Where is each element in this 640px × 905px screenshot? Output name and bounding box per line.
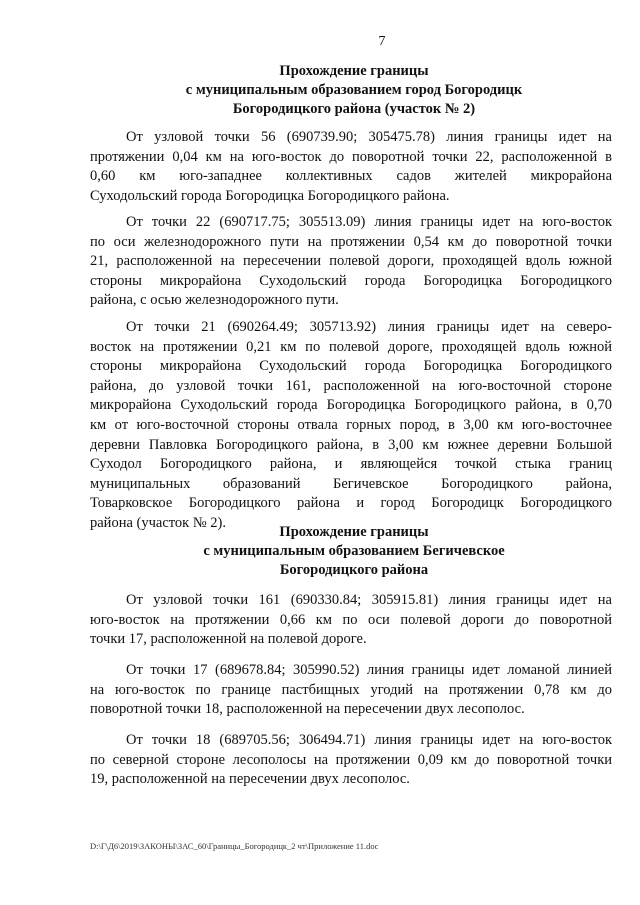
section2-heading-line: Прохождение границы — [279, 524, 429, 540]
section1-paragraph-2 — [90, 213, 612, 311]
page-number: 7 — [378, 34, 386, 49]
text-line: 0,60 км юго-западнее коллективных садов жителей микрорайона — [90, 168, 612, 185]
text-line: км от юго-восточной стороны отвала горных пород, в 3,00 км юго-восточнее — [90, 416, 612, 433]
text-line: на юго-восток по границе пастбищных угодий на протяжении 0,78 км до — [90, 681, 612, 698]
section2-heading — [90, 523, 618, 580]
section2-paragraph-3 — [90, 731, 612, 790]
text-line: 21, расположенной на пересечении полевой дороги, проходящей вдоль южной — [90, 253, 612, 270]
section1-heading-line: с муниципальным образованием город Богородицк — [185, 82, 523, 98]
text-line: по северной стороне лесополосы на протяжении 0,09 км до поворотной точки — [90, 751, 612, 768]
text-line: От точки 22 (690717.75; 305513.09) линия границы идет на юго-восток — [126, 214, 612, 230]
text-line: Суходольский города Богородицка Богородицкого района. — [90, 187, 450, 204]
text-line: От узловой точки 161 (690330.84; 305915.81) линия границы идет на — [126, 592, 612, 608]
text-line: Суходол Богородицкого района, и являющейся точкой стыка границ — [90, 456, 612, 473]
section1-paragraph-1 — [90, 128, 612, 206]
text-line: деревни Павловка Богородицкого района, в 3,00 км южнее деревни Большой — [90, 436, 612, 453]
section2-heading-line: с муниципальным образованием Бегичевское — [203, 543, 505, 559]
text-line: микрорайона Суходольский города Богородицка Богородицкого района, в 0,70 — [90, 397, 612, 414]
file-path-footer: D:\Г\Д6\2019\ЗАКОНЫ\ЗАС_60\Границы_Богородицк_2 чт\Приложение 11.doc — [90, 841, 379, 851]
text-line: От точки 17 (689678.84; 305990.52) линия границы идет ломаной линией — [126, 662, 612, 678]
section2-paragraph-2 — [90, 661, 612, 720]
text-line: муниципальных образований Бегичевское Богородицкого района, — [90, 475, 612, 492]
text-line: района, до узловой точки 161, расположенной на юго-восточной стороне — [90, 377, 612, 394]
text-line: точки 17, расположенной на полевой дороге. — [90, 631, 367, 648]
text-line: юго-восток на протяжении 0,66 км по оси полевой дороги до поворотной — [90, 611, 612, 628]
section2-paragraph-1 — [90, 591, 612, 650]
section1-heading — [90, 62, 618, 119]
text-line: района (участок № 2). — [90, 514, 226, 531]
text-line: стороны микрорайона Суходольский города Богородицка Богородицкого — [90, 358, 612, 375]
section1-paragraph-3 — [90, 318, 612, 534]
section2-heading-line: Богородицкого района — [279, 562, 429, 578]
text-line: От точки 18 (689705.56; 306494.71) линия границы идет на юго-восток — [126, 732, 612, 748]
section1-heading-line: Прохождение границы — [279, 63, 429, 79]
text-line: От узловой точки 56 (690739.90; 305475.78) линия границы идет на — [126, 129, 612, 145]
section1-heading-line: Богородицкого района (участок № 2) — [232, 101, 476, 117]
text-line: 19, расположенной на пересечении двух лесополос. — [90, 771, 410, 788]
text-line: стороны микрорайона Суходольский города Богородицка Богородицкого — [90, 272, 612, 289]
text-line: восток на протяжении 0,21 км по полевой дороге, проходящей вдоль южной — [90, 338, 612, 355]
text-line: протяжении 0,04 км на юго-восток до поворотной точки 22, расположенной в — [90, 148, 612, 165]
text-line: по оси железнодорожного пути на протяжении 0,54 км до поворотной точки — [90, 233, 612, 250]
text-line: поворотной точки 18, расположенной на пересечении двух лесополос. — [90, 701, 525, 718]
text-line: Товарковское Богородицкого района и город Богородицк Богородицкого — [90, 495, 612, 512]
text-line: От точки 21 (690264.49; 305713.92) линия границы идет на северо- — [126, 319, 612, 335]
text-line: района, с осью железнодорожного пути. — [90, 292, 339, 309]
